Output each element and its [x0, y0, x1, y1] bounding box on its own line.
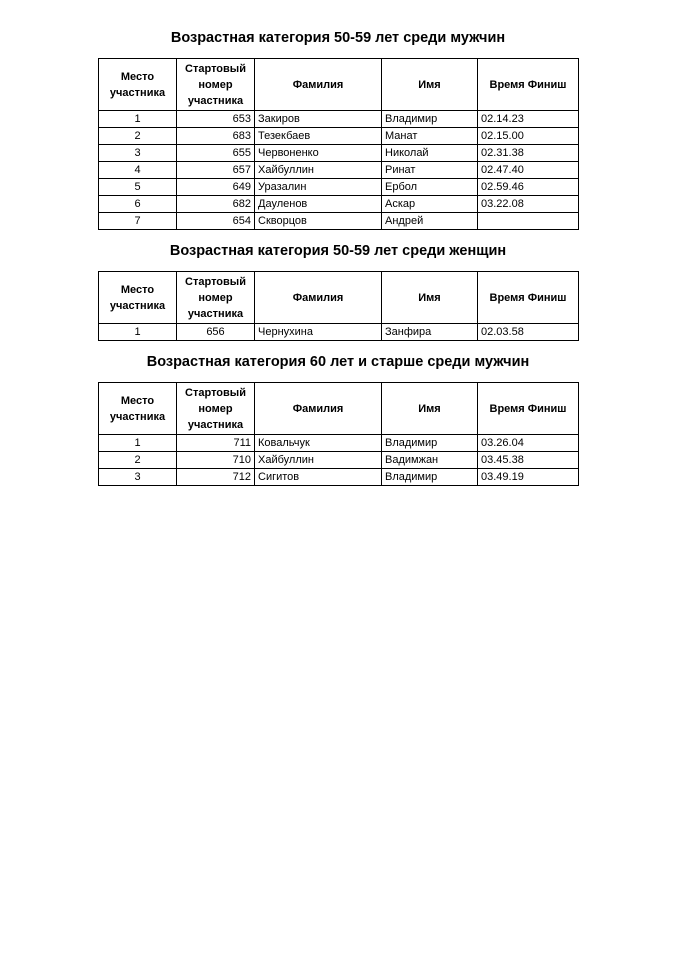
cell-bib: 711	[177, 435, 255, 452]
header-bib: Стартовый номер участника	[177, 272, 255, 324]
header-name: Имя	[382, 59, 478, 111]
table-row	[99, 324, 579, 341]
cell-bib: 683	[177, 128, 255, 145]
cell-bib: 649	[177, 179, 255, 196]
table-header-row	[99, 272, 579, 324]
cell-place: 1	[99, 435, 177, 452]
header-bib: Стартовый номер участника	[177, 383, 255, 435]
header-place: Место участника	[99, 272, 177, 324]
cell-name: Владимир	[382, 469, 478, 486]
table-row	[99, 162, 579, 179]
cell-name: Ербол	[382, 179, 478, 196]
cell-surname: Червоненко	[255, 145, 382, 162]
section-women-50-59	[98, 241, 578, 341]
cell-time: 02.14.23	[478, 111, 579, 128]
cell-name: Вадимжан	[382, 452, 478, 469]
cell-time: 02.03.58	[478, 324, 579, 341]
header-name: Имя	[382, 383, 478, 435]
cell-bib: 712	[177, 469, 255, 486]
section-title: Возрастная категория 50-59 лет среди женщин	[169, 243, 507, 259]
cell-time: 02.15.00	[478, 128, 579, 145]
header-place: Место участника	[99, 383, 177, 435]
section-men-50-59	[98, 28, 578, 230]
header-time: Время Финиш	[478, 272, 579, 324]
header-name: Имя	[382, 272, 478, 324]
table-row	[99, 179, 579, 196]
cell-time: 02.47.40	[478, 162, 579, 179]
table-row	[99, 452, 579, 469]
table-row	[99, 213, 579, 230]
header-time: Время Финиш	[478, 59, 579, 111]
cell-name: Аскар	[382, 196, 478, 213]
cell-place: 7	[99, 213, 177, 230]
section-men-60-plus	[98, 352, 578, 486]
section-title: Возрастная категория 50-59 лет среди мужчин	[170, 30, 506, 46]
header-surname: Фамилия	[255, 59, 382, 111]
cell-place: 5	[99, 179, 177, 196]
cell-bib: 654	[177, 213, 255, 230]
cell-place: 3	[99, 145, 177, 162]
cell-place: 6	[99, 196, 177, 213]
header-time: Время Финиш	[478, 383, 579, 435]
cell-time: 03.45.38	[478, 452, 579, 469]
cell-bib: 655	[177, 145, 255, 162]
cell-place: 2	[99, 452, 177, 469]
cell-bib: 682	[177, 196, 255, 213]
cell-place: 1	[99, 111, 177, 128]
cell-place: 2	[99, 128, 177, 145]
cell-time: 03.22.08	[478, 196, 579, 213]
table-row	[99, 128, 579, 145]
cell-name: Владимир	[382, 111, 478, 128]
cell-name: Николай	[382, 145, 478, 162]
cell-surname: Хайбуллин	[255, 162, 382, 179]
cell-name: Владимир	[382, 435, 478, 452]
cell-name: Занфира	[382, 324, 478, 341]
cell-surname: Скворцов	[255, 213, 382, 230]
results-table	[98, 58, 579, 230]
header-place: Место участника	[99, 59, 177, 111]
cell-time: 02.31.38	[478, 145, 579, 162]
cell-time: 03.26.04	[478, 435, 579, 452]
cell-place: 3	[99, 469, 177, 486]
cell-time: 03.49.19	[478, 469, 579, 486]
table-header-row	[99, 383, 579, 435]
table-row	[99, 469, 579, 486]
cell-surname: Сигитов	[255, 469, 382, 486]
cell-surname: Тезекбаев	[255, 128, 382, 145]
cell-place: 1	[99, 324, 177, 341]
cell-surname: Дауленов	[255, 196, 382, 213]
cell-name: Манат	[382, 128, 478, 145]
table-row	[99, 196, 579, 213]
cell-surname: Ковальчук	[255, 435, 382, 452]
cell-name: Ринат	[382, 162, 478, 179]
cell-surname: Хайбуллин	[255, 452, 382, 469]
table-row	[99, 435, 579, 452]
section-title: Возрастная категория 60 лет и старше среди мужчин	[146, 354, 530, 370]
table-header-row	[99, 59, 579, 111]
cell-surname: Чернухина	[255, 324, 382, 341]
table-row	[99, 145, 579, 162]
cell-bib: 653	[177, 111, 255, 128]
results-table	[98, 382, 579, 486]
cell-place: 4	[99, 162, 177, 179]
cell-time: 02.59.46	[478, 179, 579, 196]
cell-bib: 656	[177, 324, 255, 341]
cell-surname: Закиров	[255, 111, 382, 128]
results-table	[98, 271, 579, 341]
header-surname: Фамилия	[255, 383, 382, 435]
cell-bib: 710	[177, 452, 255, 469]
cell-bib: 657	[177, 162, 255, 179]
header-bib: Стартовый номер участника	[177, 59, 255, 111]
cell-time	[478, 213, 579, 230]
table-row	[99, 111, 579, 128]
header-surname: Фамилия	[255, 272, 382, 324]
cell-name: Андрей	[382, 213, 478, 230]
cell-surname: Уразалин	[255, 179, 382, 196]
